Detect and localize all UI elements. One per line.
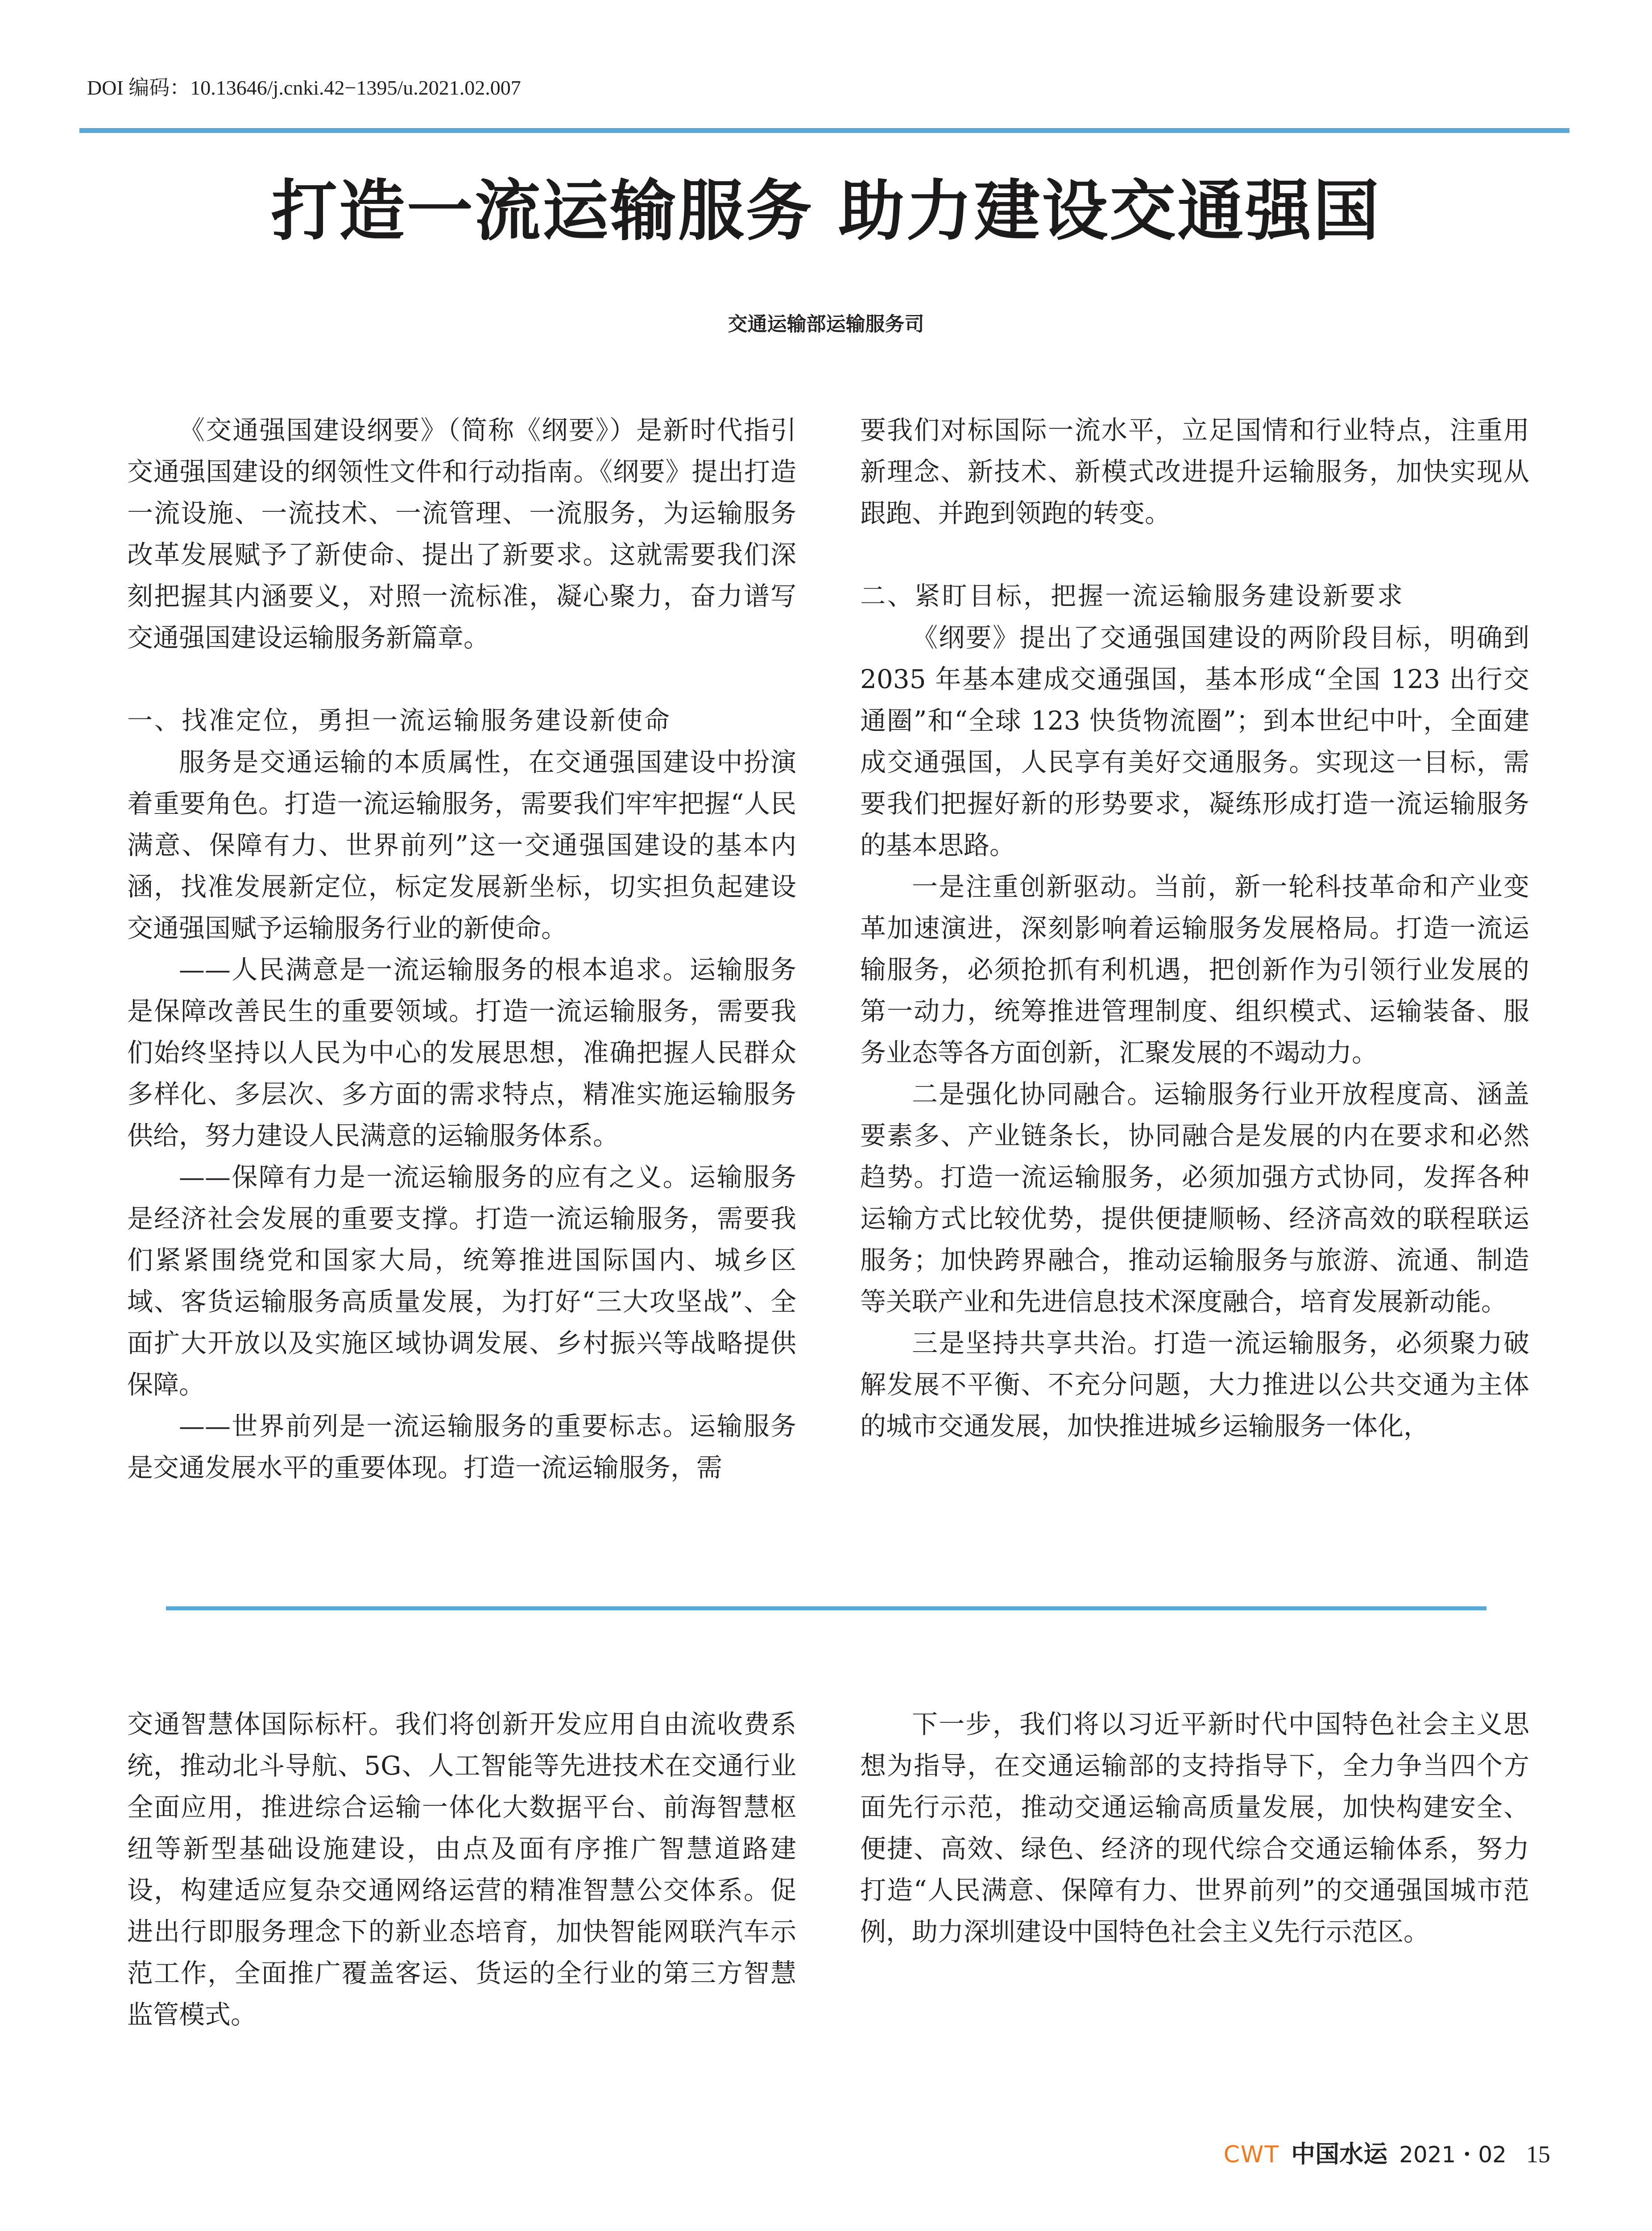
issue-number: 2021・02 — [1399, 2142, 1507, 2168]
column-right-top — [860, 410, 1529, 1447]
paragraph: 下一步，我们将以习近平新时代中国特色社会主义思想为指导，在交通运输部的支持指导下，全力争当四个方面先行示范，推动交通运输高质量发展，加快构建安全、便捷、高效、绿色、经济的现代综合交通运输体系，努力打造“人民满意、保障有力、世界前列”的交通强国城市范例，助力深圳建设中国特色社会主义先行示范区。 — [860, 1709, 1529, 1947]
paragraph: ——保障有力是一流运输服务的应有之义。运输服务是经济社会发展的重要支撑。打造一流运输服务，需要我们紧紧围绕党和国家大局，统筹推进国际国内、城乡区域、客货运输服务高质量发展，为打好“三大攻坚战”、全面扩大开放以及实施区域协调发展、乡村振兴等战略提供保障。 — [127, 1162, 796, 1400]
paragraph: 一是注重创新驱动。当前，新一轮科技革命和产业变革加速演进，深刻影响着运输服务发展格局。打造一流运输服务，必须抢抓有利机遇，把创新作为引领行业发展的第一动力，统筹推进管理制度、组织模式、运输装备、服务业态等各方面创新，汇聚发展的不竭动力。 — [860, 871, 1529, 1068]
column-left-top — [127, 410, 796, 1489]
paragraph: ——人民满意是一流运输服务的根本追求。运输服务是保障改善民生的重要领域。打造一流运输服务，需要我们始终坚持以人民为中心的发展思想，准确把握人民群众多样化、多层次、多方面的需求特点，精准实施运输服务供给，努力建设人民满意的运输服务体系。 — [127, 954, 796, 1151]
paragraph: 《交通强国建设纲要》（简称《纲要》）是新时代指引交通强国建设的纲领性文件和行动指南。《纲要》提出打造一流设施、一流技术、一流管理、一流服务，为运输服务改革发展赋予了新使命、提出了新要求。这就需要我们深刻把握其内涵要义，对照一流标准，凝心聚力，奋力谱写交通强国建设运输服务新篇章。 — [127, 415, 796, 653]
top-divider — [79, 128, 1569, 133]
article-author: 交通运输部运输服务司 — [728, 313, 924, 336]
paragraph: 三是坚持共享共治。打造一流运输服务，必须聚力破解发展不平衡、不充分问题，大力推进以公共交通为主体的城市交通发展，加快推进城乡运输服务一体化， — [860, 1328, 1529, 1441]
paragraph: 服务是交通运输的本质属性，在交通强国建设中扮演着重要角色。打造一流运输服务，需要我们牢牢把握“人民满意、保障有力、世界前列”这一交通强国建设的基本内涵，找准发展新定位，标定发展新坐标，切实担负起建设交通强国赋予运输服务行业的新使命。 — [127, 747, 796, 943]
column-right-bottom — [860, 1704, 1529, 1953]
paragraph: 二是强化协同融合。运输服务行业开放程度高、涵盖要素多、产业链条长，协同融合是发展的内在要求和必然趋势。打造一流运输服务，必须加强方式协同，发挥各种运输方式比较优势，提供便捷顺畅、经济高效的联程联运服务；加快跨界融合，推动运输服务与旅游、流通、制造等关联产业和先进信息技术深度融合，培育发展新动能。 — [860, 1079, 1529, 1317]
middle-divider — [166, 1606, 1486, 1610]
paragraph: 《纲要》提出了交通强国建设的两阶段目标，明确到 2035 年基本建成交通强国，基本形成“全国 123 出行交通圈”和“全球 123 快货物流圈”；到本世纪中叶，全面建成交通强国，人民享有美好交通服务。实现这一目标，需要我们把握好新的形势要求，凝练形成打造一流运输服务的基本思路。 — [860, 622, 1529, 860]
paragraph: ——世界前列是一流运输服务的重要标志。运输服务是交通发展水平的重要体现。打造一流运输服务，需 — [127, 1411, 796, 1483]
paragraph: 交通智慧体国际标杆。我们将创新开发应用自由流收费系统，推动北斗导航、5G、人工智能等先进技术在交通行业全面应用，推进综合运输一体化大数据平台、前海智慧枢纽等新型基础设施建设，由点及面有序推广智慧道路建设，构建适应复杂交通网络运营的精准智慧公交体系。促进出行即服务理念下的新业态培育，加快智能网联汽车示范工作，全面推广覆盖客运、货运的全行业的第三方智慧监管模式。 — [127, 1709, 796, 2030]
page-footer — [1224, 2135, 1550, 2169]
section-heading-2: 二、紧盯目标，把握一流运输服务建设新要求 — [860, 581, 1404, 611]
column-left-bottom — [127, 1704, 796, 2036]
brand-logo: CWT — [1223, 2141, 1280, 2168]
magazine-name: 中国水运 — [1291, 2140, 1388, 2168]
doi-code: DOI 编码：10.13646/j.cnki.42−1395/u.2021.02.007 — [87, 76, 521, 99]
article-title: 打造一流运输服务 助力建设交通强国 — [271, 172, 1381, 249]
paragraph: 要我们对标国际一流水平，立足国情和行业特点，注重用新理念、新技术、新模式改进提升运输服务，加快实现从跟跑、并跑到领跑的转变。 — [860, 415, 1529, 528]
section-heading-1: 一、找准定位，勇担一流运输服务建设新使命 — [127, 706, 671, 735]
page-number: 15 — [1526, 2141, 1550, 2168]
